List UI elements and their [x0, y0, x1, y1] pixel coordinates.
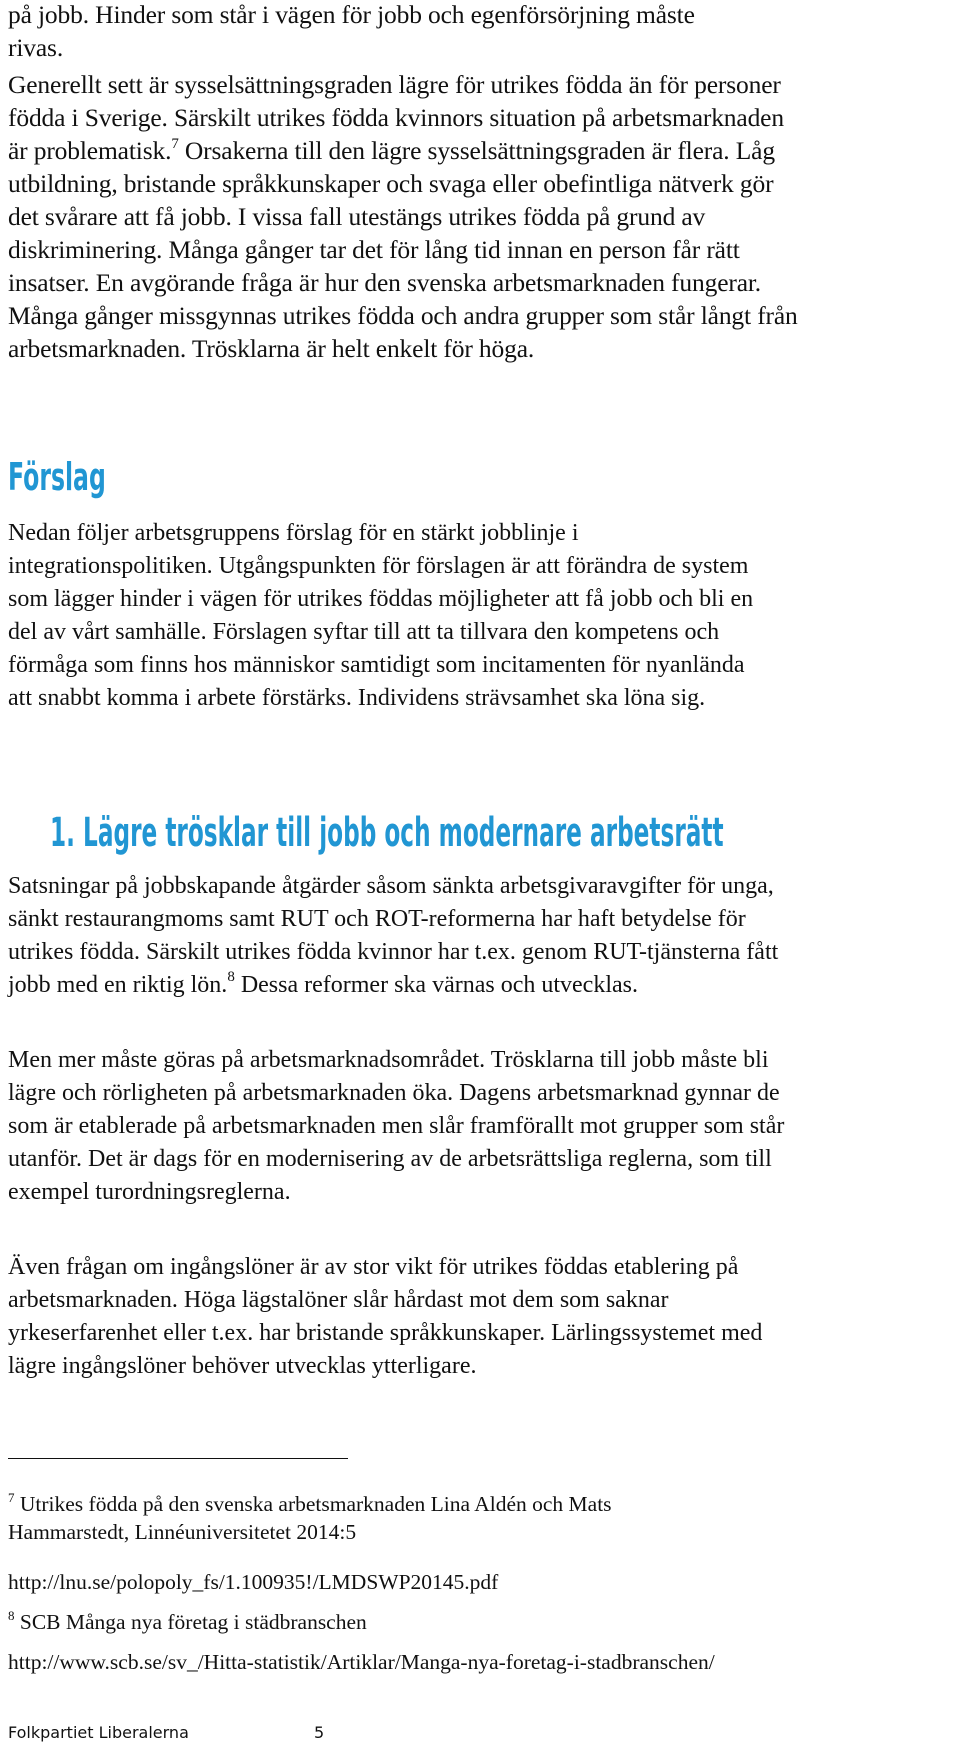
- page-number: 5: [314, 1723, 325, 1742]
- footnote-7-number: 7: [8, 1490, 15, 1505]
- footnote-8: [8, 1608, 708, 1636]
- footnote-7: [8, 1490, 708, 1546]
- section-1-paragraph-1: [8, 870, 798, 1002]
- footnote-ref-8: 8: [227, 969, 235, 985]
- section-1-paragraph-1-text-b: Dessa reformer ska värnas och utvecklas.: [234, 972, 638, 998]
- forslag-heading: Förslag: [8, 455, 106, 499]
- page-footer: [8, 1723, 325, 1743]
- footnote-7-url[interactable]: http://lnu.se/polopoly_fs/1.100935!/LMDSWP20145.pdf: [8, 1570, 499, 1594]
- intro-paragraph-2-text-b: Orsakerna till den lägre sysselsättningsgraden är flera. Låg utbildning, bristande språkkunskaper och svaga eller obefintliga nätverk gör det svårare att få jobb. I vissa fall utestängs utrikes födda på grund av diskriminering. Många gånger tar det för lång tid innan en person får rätt insatser. En avgörande fråga är hur den svenska arbetsmarknaden fungerar. Många gånger missgynnas utrikes födda och andra grupper som står långt från arbetsmarknaden. Trösklarna är helt enkelt för höga.: [8, 136, 798, 363]
- intro-paragraph-2: [8, 68, 808, 365]
- intro-paragraph-2-text-a: Generellt sett är sysselsättningsgraden lägre för utrikes födda än för personer födda i Sverige. Särskilt utrikes födda kvinnors situation på arbetsmarknaden är problematisk.: [8, 70, 784, 165]
- footnote-separator: [8, 1458, 348, 1459]
- footnote-8-number: 8: [8, 1608, 15, 1623]
- section-1-heading: 1. Lägre trösklar till jobb och modernare arbetsrätt: [50, 810, 724, 856]
- section-1-paragraph-3: Även frågan om ingångslöner är av stor vikt för utrikes föddas etablering på arbetsmarknaden. Höga lägstalöner slår hårdast mot dem som saknar yrkeserfarenhet eller t.ex. har bristande språkkunskaper. Lärlingssystemet med lägre ingångslöner behöver utvecklas ytterligare.: [8, 1254, 763, 1379]
- footnote-7-text: Utrikes födda på den svenska arbetsmarknaden Lina Aldén och Mats Hammarstedt, Linnéuniversitetet 2014:5: [8, 1492, 612, 1544]
- forslag-paragraph: Nedan följer arbetsgruppens förslag för en stärkt jobblinje i integrationspolitiken. Utgångspunkten för förslagen är att förändra de system som lägger hinder i vägen för utrikes föddas möjligheter att få jobb och bli en del av vårt samhälle. Förslagen syftar till att ta tillvara den kompetens och förmåga som finns hos människor samtidigt som incitamenten för nyanlända att snabbt komma i arbete förstärks. Individens strävsamhet ska löna sig.: [8, 520, 754, 711]
- intro-paragraph-1: på jobb. Hinder som står i vägen för jobb och egenförsörjning måste rivas.: [8, 0, 695, 62]
- section-1-paragraph-2: Men mer måste göras på arbetsmarknadsområdet. Trösklarna till jobb måste bli lägre och rörligheten på arbetsmarknaden öka. Dagens arbetsmarknad gynnar de som är etablerade på arbetsmarknaden men slår framförallt mot grupper som står utanför. Det är dags för en modernisering av de arbetsrättsliga reglerna, som till exempel turordningsreglerna.: [8, 1047, 785, 1205]
- footnote-8-text: SCB Många nya företag i städbranschen: [19, 1610, 367, 1634]
- footnote-ref-7: 7: [171, 136, 179, 152]
- footer-org: Folkpartiet Liberalerna: [8, 1723, 189, 1742]
- section-1-paragraph-1-text-a: Satsningar på jobbskapande åtgärder såsom sänkta arbetsgivaravgifter för unga, sänkt restaurangmoms samt RUT och ROT-reformerna har haft betydelse för utrikes födda. Särskilt utrikes födda kvinnor har t.ex. genom RUT-tjänsterna fått jobb med en riktig lön.: [8, 873, 779, 998]
- footnote-8-url[interactable]: http://www.scb.se/sv_/Hitta-statistik/Artiklar/Manga-nya-foretag-i-stadbranschen/: [8, 1650, 715, 1674]
